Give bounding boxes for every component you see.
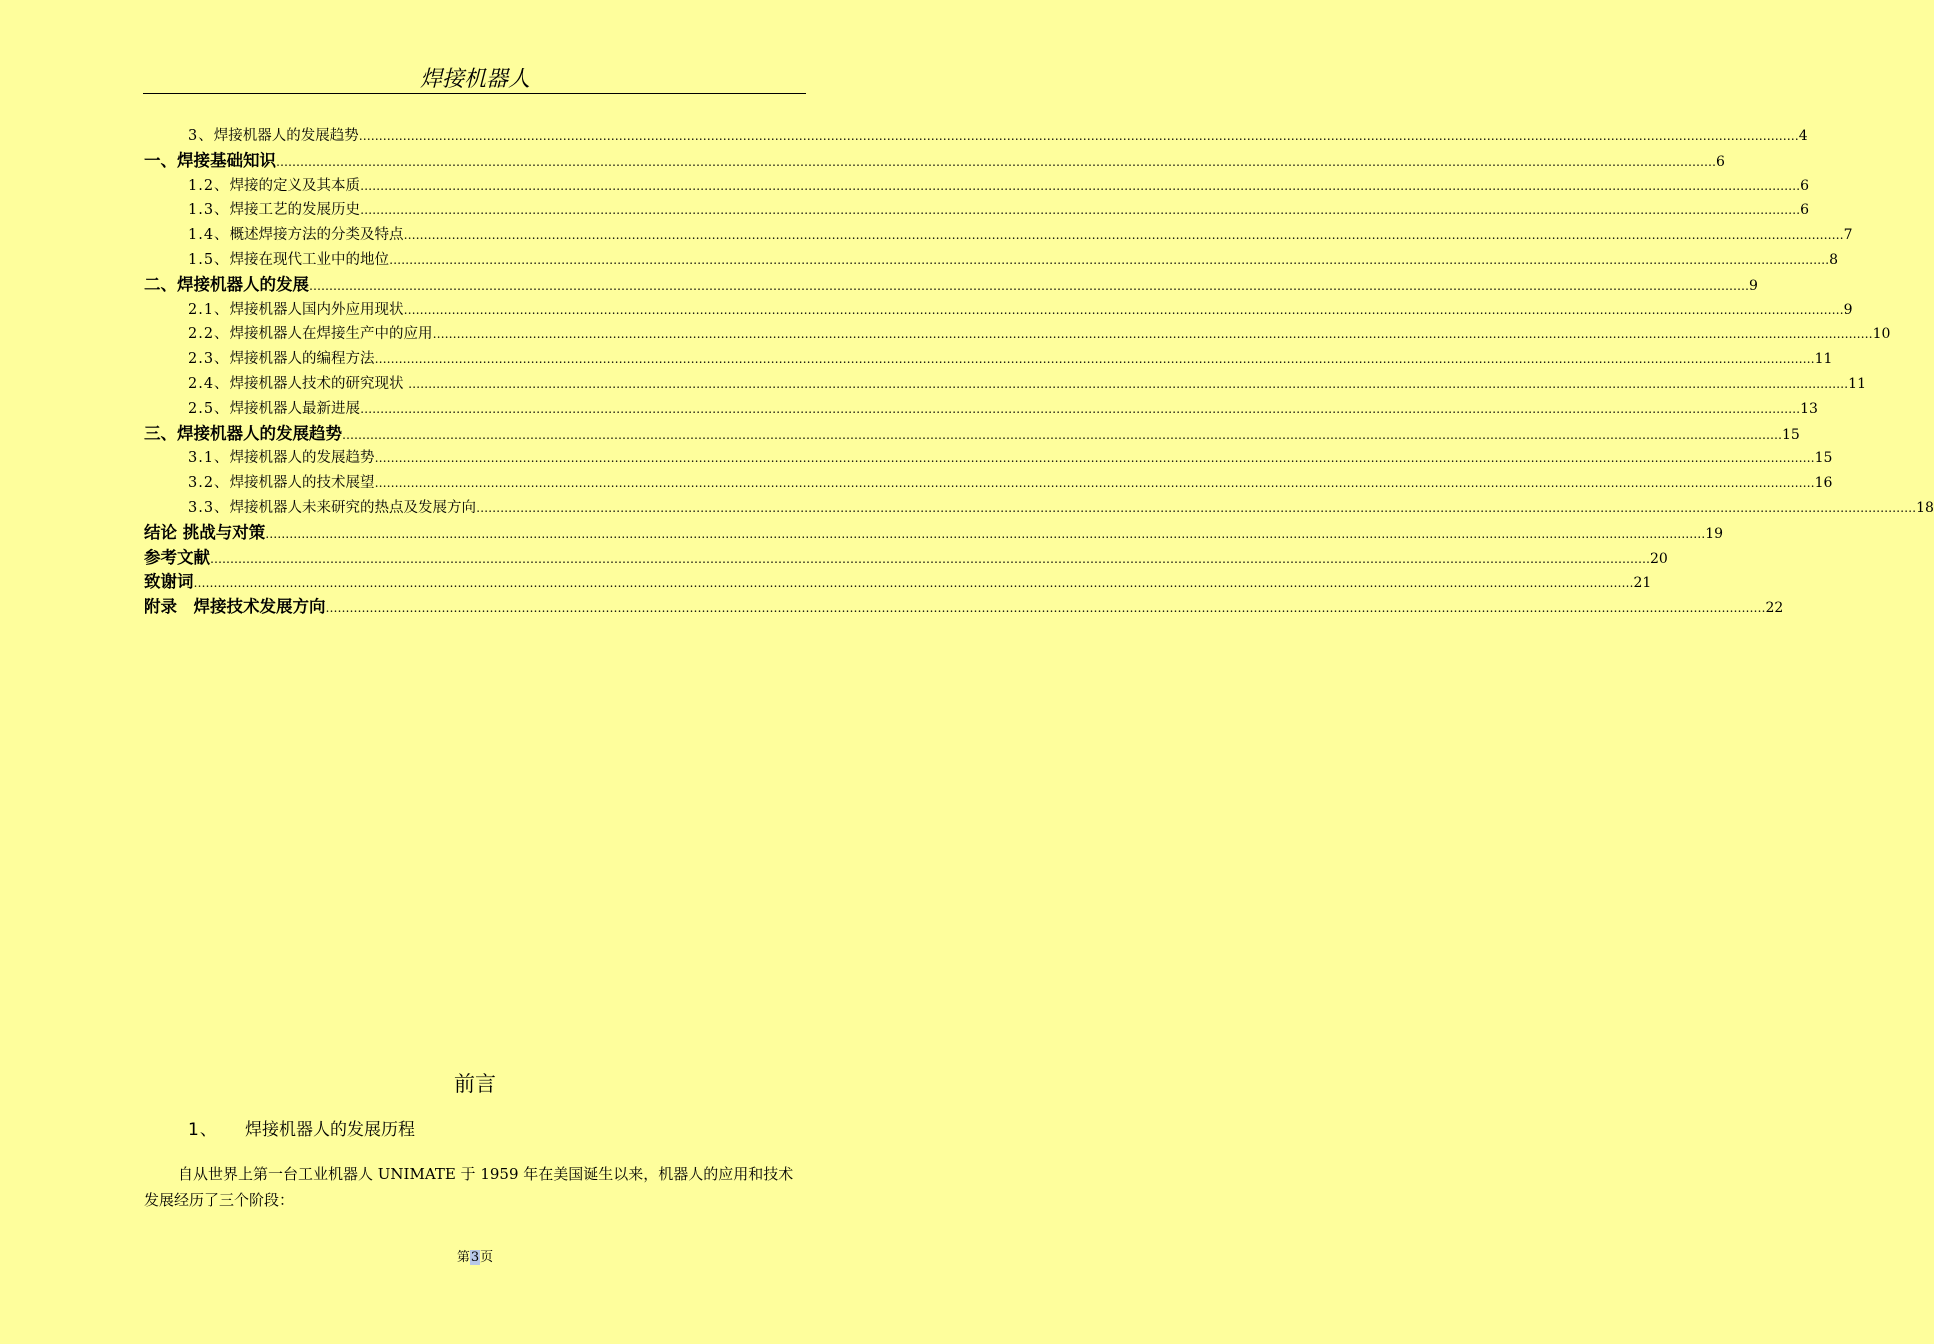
footer-suffix: 页 [480, 1250, 494, 1265]
toc-entry-title: 结论 挑战与对策 [144, 522, 266, 542]
toc-leader-dots: ……………………………………………………………………………………………………………………………………………………………………………………………………………………………………………………………………………………………………………………………… [403, 302, 1844, 317]
toc-entry-page: 18 [1916, 499, 1934, 516]
toc-leader-dots: ……………………………………………………………………………………………………………………………………………………………………………………………………………………………………………………………………………………………………………………………… [389, 252, 1830, 267]
toc-entry-title: 焊接机器人最新进展 [229, 400, 361, 417]
toc-entry[interactable] [0, 298, 1853, 323]
toc-entry-title: 二、焊接机器人的发展 [144, 274, 309, 294]
toc-entry-title: 焊接机器人的发展趋势 [229, 450, 375, 467]
toc-entry-number: 3.3、 [188, 499, 230, 516]
toc-leader-dots: ……………………………………………………………………………………………………………………………………………………………………………………………………………………………………………………………………………………………………………………………… [325, 601, 1766, 616]
toc-entry-page: 6 [1716, 153, 1725, 170]
toc-entry[interactable] [0, 124, 1808, 149]
toc-entry-title: 焊接工艺的发展历史 [229, 202, 361, 219]
toc-entry-title: 焊接机器人的技术展望 [229, 475, 375, 492]
toc-leader-dots: ……………………………………………………………………………………………………………………………………………………………………………………………………………………………………………………………………………………………………………………………… [342, 427, 1782, 442]
toc-entry-number: 1.4、 [188, 227, 230, 244]
toc-entry[interactable] [0, 347, 1833, 372]
section-heading [188, 1115, 415, 1140]
toc-leader-dots: ……………………………………………………………………………………………………………………………………………………………………………………………………………………………………………………………………………………………………………………………… [358, 129, 1799, 143]
toc-entry-number: 2.5、 [188, 400, 230, 417]
toc-entry[interactable] [0, 149, 1725, 174]
toc-entry-number: 2.3、 [188, 351, 230, 368]
toc-entry-title: 焊接机器人国内外应用现状 [229, 301, 404, 318]
toc-entry-number: 1.2、 [188, 177, 230, 194]
toc-entry-number: 2.1、 [188, 301, 230, 318]
toc-leader-dots: ……………………………………………………………………………………………………………………………………………………………………………………………………………………………………………………………………………………………………………………………… [265, 526, 1706, 541]
toc-entry[interactable] [0, 521, 1724, 546]
toc-entry[interactable] [0, 422, 1800, 447]
toc-entry-title: 致谢词 [144, 572, 194, 592]
toc-entry-title: 焊接机器人技术的研究现状 [229, 375, 409, 392]
toc-leader-dots: ……………………………………………………………………………………………………………………………………………………………………………………………………………………………………………………………………………………………………………………………… [210, 551, 1650, 566]
table-of-contents [0, 124, 1934, 620]
toc-entry[interactable] [0, 471, 1833, 496]
section-number: 1、 [188, 1120, 218, 1140]
toc-entry-title: 附录 焊接技术发展方向 [144, 597, 326, 617]
toc-entry-title: 参考文献 [144, 547, 210, 567]
toc-entry-title: 概述焊接方法的分类及特点 [229, 227, 404, 244]
toc-entry-title: 焊接机器人在焊接生产中的应用 [229, 326, 433, 343]
toc-entry-title: 焊接机器人的发展趋势 [213, 128, 359, 144]
toc-entry-page: 19 [1705, 525, 1724, 542]
toc-leader-dots: ……………………………………………………………………………………………………………………………………………………………………………………………………………………………………………………………………………………………………………………………… [374, 476, 1815, 491]
header-rule [143, 93, 806, 94]
toc-entry-title: 焊接的定义及其本质 [229, 177, 361, 194]
toc-entry[interactable] [0, 223, 1853, 248]
toc-entry-page: 10 [1872, 326, 1891, 343]
toc-leader-dots: ……………………………………………………………………………………………………………………………………………………………………………………………………………………………………………………………………………………………………………………………… [374, 451, 1815, 466]
toc-entry[interactable] [0, 595, 1784, 620]
section-title: 焊接机器人的发展历程 [245, 1120, 415, 1140]
toc-entry-page: 11 [1848, 375, 1866, 392]
toc-entry-number: 3.1、 [188, 450, 230, 467]
toc-leader-dots: ……………………………………………………………………………………………………………………………………………………………………………………………………………………………………………………………………………………………………………………………… [360, 178, 1801, 193]
toc-leader-dots: ……………………………………………………………………………………………………………………………………………………………………………………………………………………………………………………………………………………………………………………………… [476, 500, 1917, 515]
toc-entry-page: 20 [1650, 550, 1668, 567]
toc-entry-title: 焊接机器人的编程方法 [229, 351, 375, 368]
toc-entry-page: 7 [1843, 227, 1853, 244]
toc-entry[interactable] [0, 198, 1809, 223]
toc-entry-page: 11 [1814, 351, 1833, 368]
toc-leader-dots: ……………………………………………………………………………………………………………………………………………………………………………………………………………………………………………………………………………………………………………………………… [193, 576, 1634, 591]
toc-entry-title: 焊接在现代工业中的地位 [229, 251, 390, 268]
toc-entry[interactable] [0, 273, 1758, 298]
toc-leader-dots: ……………………………………………………………………………………………………………………………………………………………………………………………………………………………………………………………………………………………………………………………… [309, 278, 1749, 293]
toc-entry-page: 21 [1633, 575, 1652, 592]
footer-prefix: 第 [456, 1250, 470, 1265]
toc-entry[interactable] [0, 372, 1866, 397]
page-number: 3 [470, 1250, 480, 1265]
toc-leader-dots: ……………………………………………………………………………………………………………………………………………………………………………………………………………………………………………………………………………………………………………………………… [432, 327, 1873, 342]
toc-leader-dots: ……………………………………………………………………………………………………………………………………………………………………………………………………………………………………………………………………………………………………………………………… [374, 352, 1815, 367]
toc-entry[interactable] [0, 174, 1809, 199]
toc-entry-number: 1.3、 [188, 202, 230, 219]
toc-entry[interactable] [0, 496, 1934, 521]
toc-entry-number: 2.4、 [188, 375, 230, 392]
toc-entry-number: 1.5、 [188, 251, 230, 268]
toc-entry[interactable] [0, 546, 1668, 571]
toc-entry-title: 三、焊接机器人的发展趋势 [144, 423, 342, 443]
toc-entry[interactable] [0, 397, 1818, 422]
toc-entry-title: 焊接机器人未来研究的热点及发展方向 [229, 499, 477, 516]
toc-entry-number: 3、 [188, 128, 214, 144]
toc-entry-page: 9 [1749, 277, 1758, 294]
toc-entry-page: 15 [1814, 450, 1833, 467]
toc-leader-dots: ……………………………………………………………………………………………………………………………………………………………………………………………………………………………………………………………………………………………………………………………… [360, 203, 1801, 218]
toc-entry[interactable] [0, 446, 1833, 471]
toc-entry-page: 4 [1798, 128, 1808, 144]
toc-entry-page: 22 [1765, 600, 1784, 617]
toc-entry-title: 一、焊接基础知识 [144, 150, 276, 170]
preface-title: 前言 [454, 1072, 496, 1096]
toc-entry[interactable] [0, 248, 1838, 273]
toc-leader-dots: ……………………………………………………………………………………………………………………………………………………………………………………………………………………………………………………………………………………………………………………………… [276, 154, 1716, 169]
toc-entry-page: 13 [1800, 400, 1818, 417]
toc-entry[interactable] [0, 322, 1891, 347]
body-paragraph: 自从世界上第一台工业机器人 UNIMATE 于 1959 年在美国诞生以来，机器人的应用和技术发展经历了三个阶段： [144, 1165, 794, 1209]
toc-entry-page: 15 [1782, 426, 1800, 443]
running-header-title: 焊接机器人 [419, 67, 530, 92]
toc-leader-dots: ……………………………………………………………………………………………………………………………………………………………………………………………………………………………………………………………………………………………………………………………… [408, 376, 1849, 391]
toc-entry-page: 6 [1800, 177, 1809, 194]
page-footer [0, 1246, 950, 1265]
toc-entry-page: 9 [1843, 301, 1853, 318]
toc-entry[interactable] [0, 570, 1652, 595]
toc-leader-dots: ……………………………………………………………………………………………………………………………………………………………………………………………………………………………………………………………………………………………………………………………… [403, 228, 1844, 243]
toc-entry-page: 8 [1829, 251, 1838, 268]
toc-entry-page: 6 [1800, 202, 1809, 219]
toc-entry-number: 2.2、 [188, 326, 230, 343]
toc-leader-dots: ……………………………………………………………………………………………………………………………………………………………………………………………………………………………………………………………………………………………………………………………… [360, 401, 1801, 416]
toc-entry-number: 3.2、 [188, 475, 230, 492]
toc-entry-page: 16 [1814, 475, 1833, 492]
